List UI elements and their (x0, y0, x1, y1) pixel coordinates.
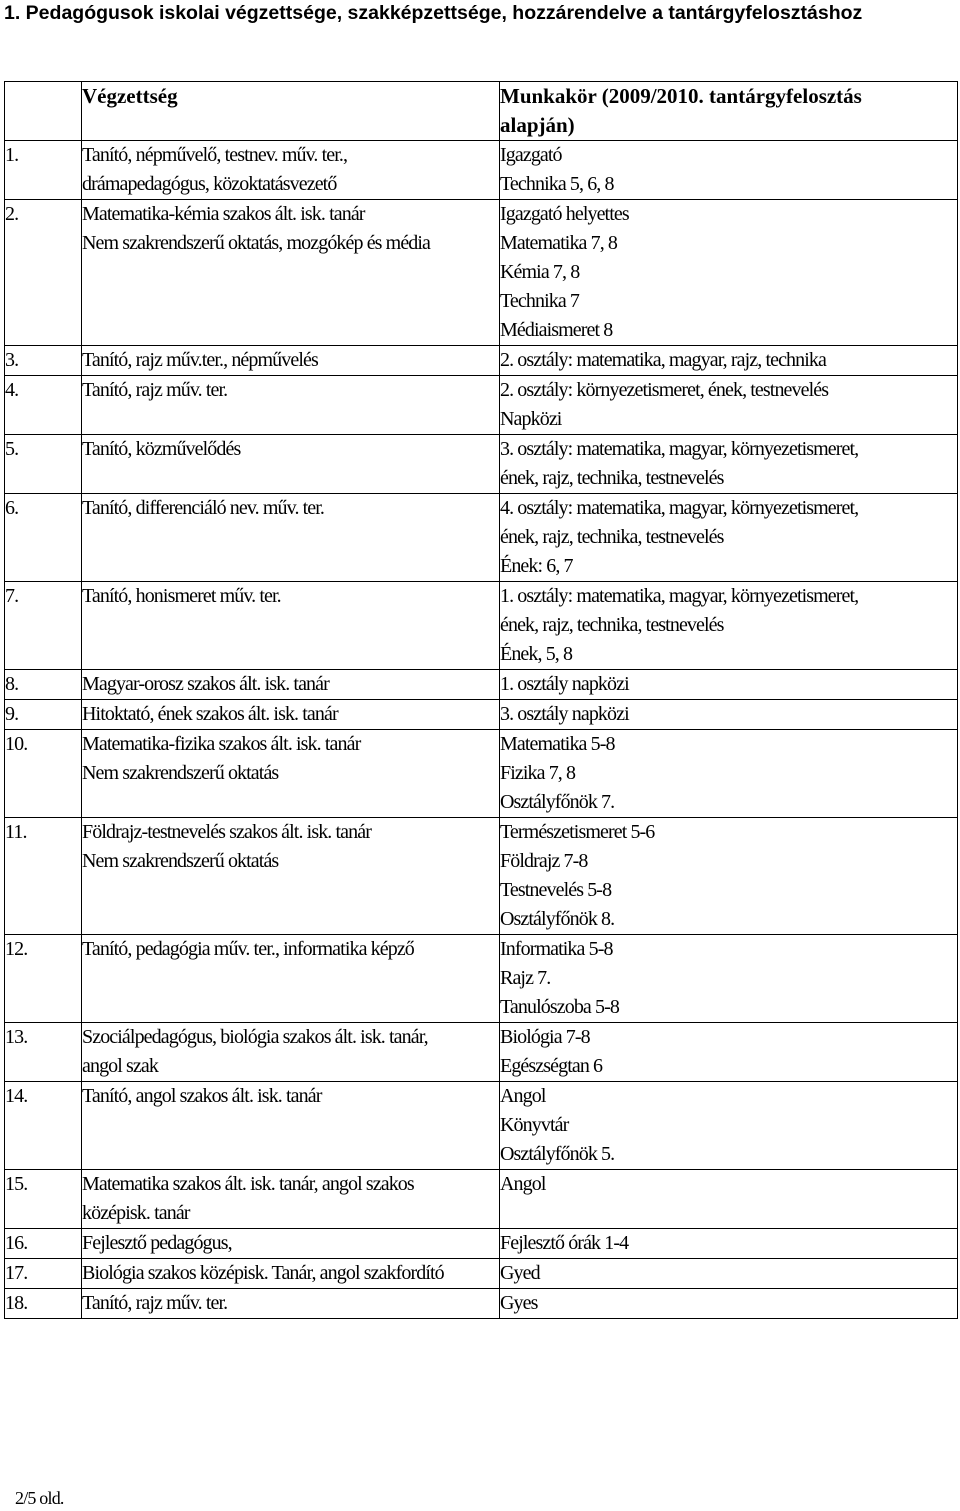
role-line: 3. osztály napközi (500, 703, 629, 725)
degree-line: Matematika-kémia szakos ált. isk. tanár (82, 203, 365, 225)
role-line: ének, rajz, technika, testnevelés (500, 526, 724, 548)
table-row (5, 141, 958, 200)
degree-line: angol szak (82, 1055, 158, 1077)
degree-line: Tanító, népművelő, testnev. műv. ter., (82, 144, 348, 166)
role-cell (500, 818, 958, 935)
degree-cell (82, 1289, 500, 1319)
degree-cell (82, 935, 500, 1023)
role-line: Fizika 7, 8 (500, 762, 576, 784)
degree-cell (82, 141, 500, 200)
row-number-cell: 14. (5, 1082, 82, 1170)
role-line: 1. osztály napközi (500, 673, 629, 695)
degree-cell (82, 1082, 500, 1170)
row-number-cell: 12. (5, 935, 82, 1023)
table-row (5, 346, 958, 376)
degree-line: Nem szakrendszerű oktatás (82, 850, 279, 872)
role-cell (500, 582, 958, 670)
degree-line: Matematika szakos ált. isk. tanár, angol szakos (82, 1173, 414, 1195)
role-cell (500, 1023, 958, 1082)
role-line: Földrajz 7-8 (500, 850, 588, 872)
role-line: Fejlesztő órák 1-4 (500, 1232, 629, 1254)
role-line: Médiaismeret 8 (500, 319, 613, 341)
table-row (5, 1259, 958, 1289)
degree-line: Tanító, rajz műv. ter. (82, 1292, 228, 1314)
row-number-cell: 3. (5, 346, 82, 376)
header-degree-cell (82, 82, 500, 141)
table-row (5, 935, 958, 1023)
table-row (5, 1082, 958, 1170)
role-line: Biológia 7-8 (500, 1026, 590, 1048)
degree-line: Biológia szakos középisk. Tanár, angol szakfordító (82, 1262, 444, 1284)
role-line: Technika 7 (500, 290, 580, 312)
role-line: Testnevelés 5-8 (500, 879, 612, 901)
role-line: ének, rajz, technika, testnevelés (500, 614, 724, 636)
degree-cell (82, 200, 500, 346)
row-number-cell: 5. (5, 435, 82, 494)
degree-cell (82, 582, 500, 670)
degree-line: Tanító, közművelődés (82, 438, 241, 460)
degree-cell (82, 700, 500, 730)
role-line: Matematika 5-8 (500, 733, 615, 755)
row-number-cell: 2. (5, 200, 82, 346)
row-number-cell: 16. (5, 1229, 82, 1259)
table-row (5, 200, 958, 346)
row-number-cell: 13. (5, 1023, 82, 1082)
role-line: Gyes (500, 1292, 538, 1314)
role-line: Angol (500, 1085, 546, 1107)
table-row (5, 582, 958, 670)
role-line: Napközi (500, 408, 562, 430)
table-row (5, 1023, 958, 1082)
role-line: Ének, 5, 8 (500, 643, 573, 665)
degree-line: Tanító, angol szakos ált. isk. tanár (82, 1085, 322, 1107)
degree-cell (82, 346, 500, 376)
row-number-cell: 8. (5, 670, 82, 700)
role-line: 4. osztály: matematika, magyar, környezetismeret, (500, 497, 859, 519)
degree-cell (82, 670, 500, 700)
table-row (5, 730, 958, 818)
row-number-cell: 15. (5, 1170, 82, 1229)
degree-line: Szociálpedagógus, biológia szakos ált. isk. tanár, (82, 1026, 428, 1048)
row-number-cell: 10. (5, 730, 82, 818)
table-row (5, 376, 958, 435)
table-row (5, 670, 958, 700)
role-line: ének, rajz, technika, testnevelés (500, 467, 724, 489)
role-line: Angol (500, 1173, 546, 1195)
role-cell (500, 141, 958, 200)
degree-cell (82, 494, 500, 582)
degree-line: Hitoktató, ének szakos ált. isk. tanár (82, 703, 338, 725)
role-line: Osztályfőnök 5. (500, 1143, 615, 1165)
row-number-cell: 9. (5, 700, 82, 730)
row-number-cell: 6. (5, 494, 82, 582)
role-cell (500, 700, 958, 730)
role-line: Igazgató helyettes (500, 203, 629, 225)
role-line: 1. osztály: matematika, magyar, környezetismeret, (500, 585, 859, 607)
header-number-cell (5, 82, 82, 141)
role-cell (500, 346, 958, 376)
role-cell (500, 935, 958, 1023)
degree-line: Magyar-orosz szakos ált. isk. tanár (82, 673, 329, 695)
role-cell (500, 200, 958, 346)
table-row (5, 494, 958, 582)
role-cell (500, 1170, 958, 1229)
role-line: Tanulószoba 5-8 (500, 996, 619, 1018)
header-degree-label: Végzettség (82, 84, 178, 108)
role-line: Kémia 7, 8 (500, 261, 580, 283)
table-row (5, 1229, 958, 1259)
role-line: Egészségtan 6 (500, 1055, 603, 1077)
row-number-cell: 7. (5, 582, 82, 670)
role-line: Informatika 5-8 (500, 938, 613, 960)
degree-line: Fejlesztő pedagógus, (82, 1232, 232, 1254)
degree-cell (82, 730, 500, 818)
degree-line: Tanító, rajz műv.ter., népművelés (82, 349, 318, 371)
row-number-cell: 4. (5, 376, 82, 435)
role-line: Osztályfőnök 8. (500, 908, 615, 930)
role-line: Matematika 7, 8 (500, 232, 618, 254)
degree-cell (82, 818, 500, 935)
degree-line: drámapedagógus, közoktatásvezető (82, 173, 337, 195)
page-title: 1. Pedagógusok iskolai végzettsége, szakképzettsége, hozzárendelve a tantárgyfelosztáshoz (4, 2, 863, 24)
role-line: 2. osztály: matematika, magyar, rajz, technika (500, 349, 826, 371)
row-number-cell: 18. (5, 1289, 82, 1319)
table-row (5, 700, 958, 730)
role-cell (500, 670, 958, 700)
degree-line: Földrajz-testnevelés szakos ált. isk. tanár (82, 821, 371, 843)
row-number-cell: 11. (5, 818, 82, 935)
degree-cell (82, 1259, 500, 1289)
page-number: 2/5 old. (15, 1488, 64, 1508)
role-cell (500, 494, 958, 582)
header-role-cell (500, 82, 958, 141)
role-line: Osztályfőnök 7. (500, 791, 615, 813)
role-line: Technika 5, 6, 8 (500, 173, 614, 195)
header-role-label-line: Munkakör (2009/2010. tantárgyfelosztás (500, 84, 862, 108)
role-line: 3. osztály: matematika, magyar, környezetismeret, (500, 438, 859, 460)
role-line: Természetismeret 5-6 (500, 821, 655, 843)
degree-line: középisk. tanár (82, 1202, 190, 1224)
degree-line: Nem szakrendszerű oktatás (82, 762, 279, 784)
role-cell (500, 1229, 958, 1259)
role-line: Gyed (500, 1262, 540, 1284)
role-cell (500, 1082, 958, 1170)
degree-line: Tanító, rajz műv. ter. (82, 379, 228, 401)
table-row (5, 818, 958, 935)
header-role-label-line: alapján) (500, 113, 575, 137)
degree-line: Tanító, pedagógia műv. ter., informatika képző (82, 938, 414, 960)
teacher-qualification-table (4, 81, 958, 1319)
role-cell (500, 1289, 958, 1319)
degree-line: Matematika-fizika szakos ált. isk. tanár (82, 733, 361, 755)
role-cell (500, 376, 958, 435)
degree-cell (82, 1229, 500, 1259)
role-line: Könyvtár (500, 1114, 569, 1136)
degree-cell (82, 1170, 500, 1229)
degree-cell (82, 435, 500, 494)
role-cell (500, 730, 958, 818)
table-row (5, 1289, 958, 1319)
degree-line: Nem szakrendszerű oktatás, mozgókép és média (82, 232, 431, 254)
degree-line: Tanító, differenciáló nev. műv. ter. (82, 497, 325, 519)
degree-cell (82, 376, 500, 435)
role-line: Rajz 7. (500, 967, 551, 989)
degree-line: Tanító, honismeret műv. ter. (82, 585, 281, 607)
degree-cell (82, 1023, 500, 1082)
table-row (5, 1170, 958, 1229)
table-row (5, 435, 958, 494)
row-number-cell: 1. (5, 141, 82, 200)
role-line: Ének: 6, 7 (500, 555, 573, 577)
role-cell (500, 435, 958, 494)
role-line: Igazgató (500, 144, 562, 166)
role-cell (500, 1259, 958, 1289)
role-line: 2. osztály: környezetismeret, ének, testnevelés (500, 379, 829, 401)
row-number-cell: 17. (5, 1259, 82, 1289)
table-header-row (5, 82, 958, 141)
